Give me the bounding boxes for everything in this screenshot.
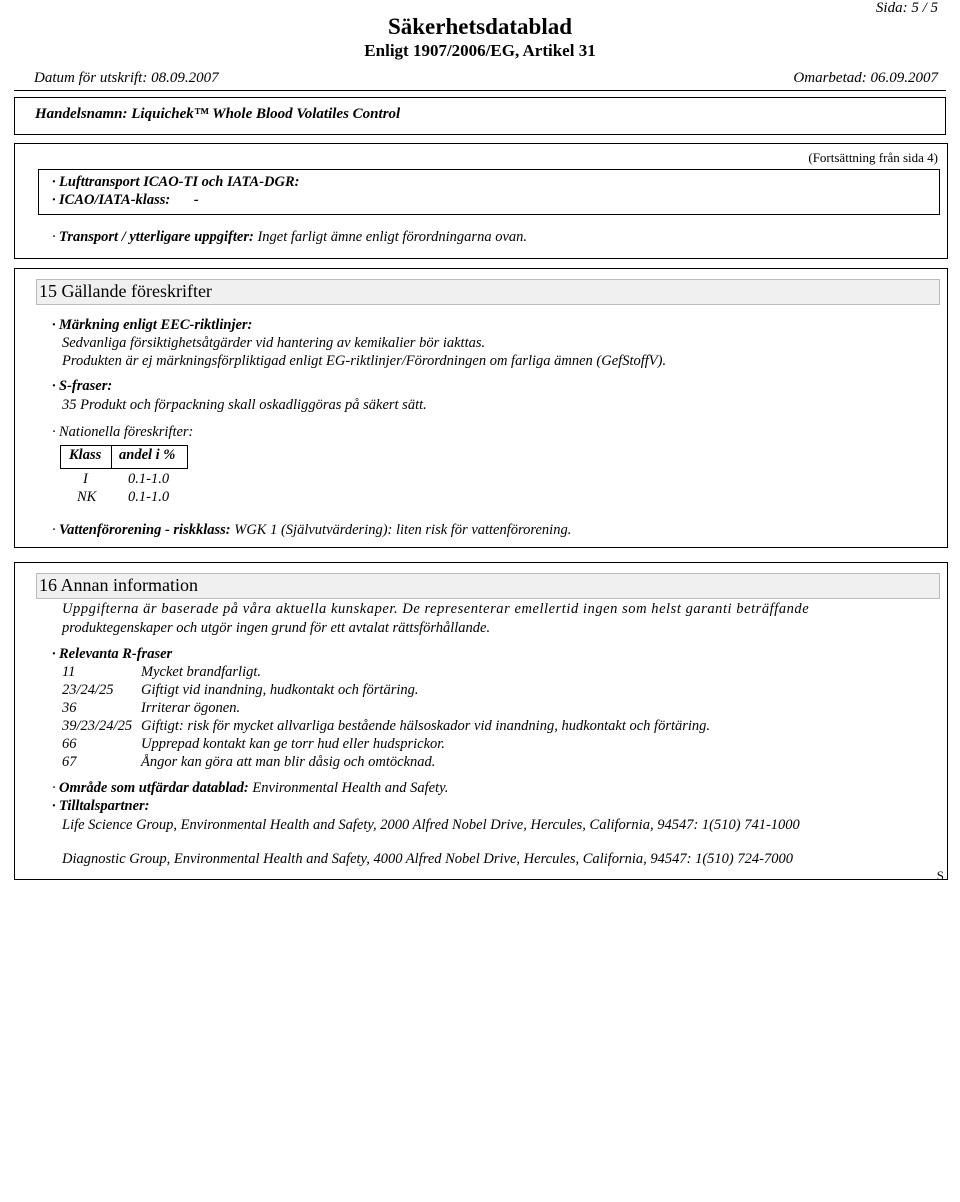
r-phrase-item	[62, 682, 419, 699]
share-cell: 0.1-1.0	[128, 489, 170, 505]
issuer-value: Environmental Health and Safety.	[252, 780, 449, 796]
contact-line-2: Diagnostic Group, Environmental Health and Safety, 4000 Alfred Nobel Drive, Hercules, California, 94547: 1(510) 724-7000	[62, 851, 793, 867]
r-phrase-item	[62, 754, 435, 771]
r-phrase-text: Irriterar ögonen.	[141, 700, 241, 716]
r-phrase-text: Upprepad kontakt kan ge torr hud eller hudsprickor.	[141, 736, 445, 752]
icao-class-label: ICAO/IATA-klass:	[59, 192, 171, 208]
transport-extra-value: Inget farligt ämne enligt förordningarna ovan.	[257, 229, 528, 245]
r-phrase-code: 67	[62, 754, 77, 770]
header-divider	[14, 90, 946, 91]
print-date: Datum för utskrift: 08.09.2007	[34, 70, 219, 86]
document-title: Säkerhetsdatablad	[387, 14, 573, 39]
air-transport-label: · Lufttransport ICAO-TI och IATA-DGR:	[52, 174, 300, 190]
class-table-header	[60, 445, 188, 469]
marking-label: · Märkning enligt EEC-riktlinjer:	[52, 317, 253, 333]
s-phrases-label: · S-fraser:	[52, 378, 113, 394]
r-phrase-item	[62, 664, 261, 681]
class-header: Klass	[69, 447, 102, 463]
class-table	[60, 445, 186, 507]
issuer-row: · Område som utfärdar datablad: Environmental Health and Safety.	[52, 780, 449, 796]
water-hazard-label: Vattenförorening - riskklass:	[59, 522, 231, 538]
r-phrase-item	[62, 700, 240, 717]
contact-label: · Tilltalspartner:	[52, 798, 150, 814]
class-cell: I	[83, 471, 88, 487]
info-line-2: produktegenskaper och utgör ingen grund för ett avtalat rättsförhållande.	[62, 620, 491, 636]
info-line-1: Uppgifterna är baserade på våra aktuella kunskaper. De representerar emellertid ingen som helst garanti beträffande	[62, 601, 810, 617]
r-phrase-code: 66	[62, 736, 77, 752]
document-subtitle: Enligt 1907/2006/EG, Artikel 31	[364, 41, 596, 60]
r-phrase-code: 39/23/24/25	[62, 718, 133, 734]
marking-line-1: Sedvanliga försiktighetsåtgärder vid hantering av kemikalier bör iakttas.	[62, 335, 486, 351]
continuation-note: (Fortsättning från sida 4)	[808, 150, 938, 165]
r-phrase-text: Mycket brandfarligt.	[141, 664, 262, 680]
transport-extra-label: Transport / ytterligare uppgifter:	[59, 229, 254, 245]
water-hazard-value: WGK 1 (Självutvärdering): liten risk för vattenförorening.	[234, 522, 572, 538]
section-16-title: 16 Annan information	[39, 575, 198, 595]
contact-line-1: Life Science Group, Environmental Health and Safety, 2000 Alfred Nobel Drive, Hercules, California, 94547: 1(510) 741-1000	[62, 817, 800, 833]
r-phrase-item	[62, 736, 445, 753]
section-16-header	[36, 573, 940, 599]
class-cell: NK	[77, 489, 97, 505]
national-regulations-label: · Nationella föreskrifter:	[52, 424, 194, 440]
marking-line-2: Produkten är ej märkningsförpliktigad enligt EG-riktlinjer/Förordningen om farliga ämnen (GefStoffV).	[62, 353, 667, 369]
section-15-title: 15 Gällande föreskrifter	[39, 281, 212, 301]
trade-name-box	[14, 97, 946, 135]
r-phrases-label: · Relevanta R-fraser	[52, 646, 173, 662]
trade-name: Handelsnamn: Liquichek™ Whole Blood Volatiles Control	[35, 106, 401, 122]
water-hazard-row: · Vattenförorening - riskklass: WGK 1 (Självutvärdering): liten risk för vattenförorening.	[52, 522, 572, 538]
r-phrase-item	[62, 718, 710, 735]
r-phrase-code: 11	[62, 664, 76, 680]
r-phrase-text: Giftigt: risk för mycket allvarliga bestående hälsoskador vid inandning, hudkontakt och förtäring.	[141, 718, 711, 734]
footer-mark: S	[936, 868, 944, 883]
r-phrase-text: Giftigt vid inandning, hudkontakt och förtäring.	[141, 682, 419, 698]
section-15-header	[36, 279, 940, 305]
issuer-label: Område som utfärdar datablad:	[59, 780, 249, 796]
r-phrase-code: 36	[62, 700, 77, 716]
page-number: Sida: 5 / 5	[875, 0, 938, 16]
transport-extra-row: · Transport / ytterligare uppgifter: Inget farligt ämne enligt förordningarna ovan.	[52, 229, 528, 245]
share-header: andel i %	[119, 447, 176, 463]
icao-class-row: · ICAO/IATA-klass: -	[52, 192, 199, 208]
revised-date: Omarbetad: 06.09.2007	[793, 70, 938, 86]
icao-class-value: -	[193, 192, 199, 208]
r-phrase-text: Ångor kan göra att man blir dåsig och omtöcknad.	[141, 754, 436, 770]
share-cell: 0.1-1.0	[128, 471, 170, 487]
r-phrase-code: 23/24/25	[62, 682, 114, 698]
s-phrases-value: 35 Produkt och förpackning skall oskadliggöras på säkert sätt.	[62, 397, 427, 413]
